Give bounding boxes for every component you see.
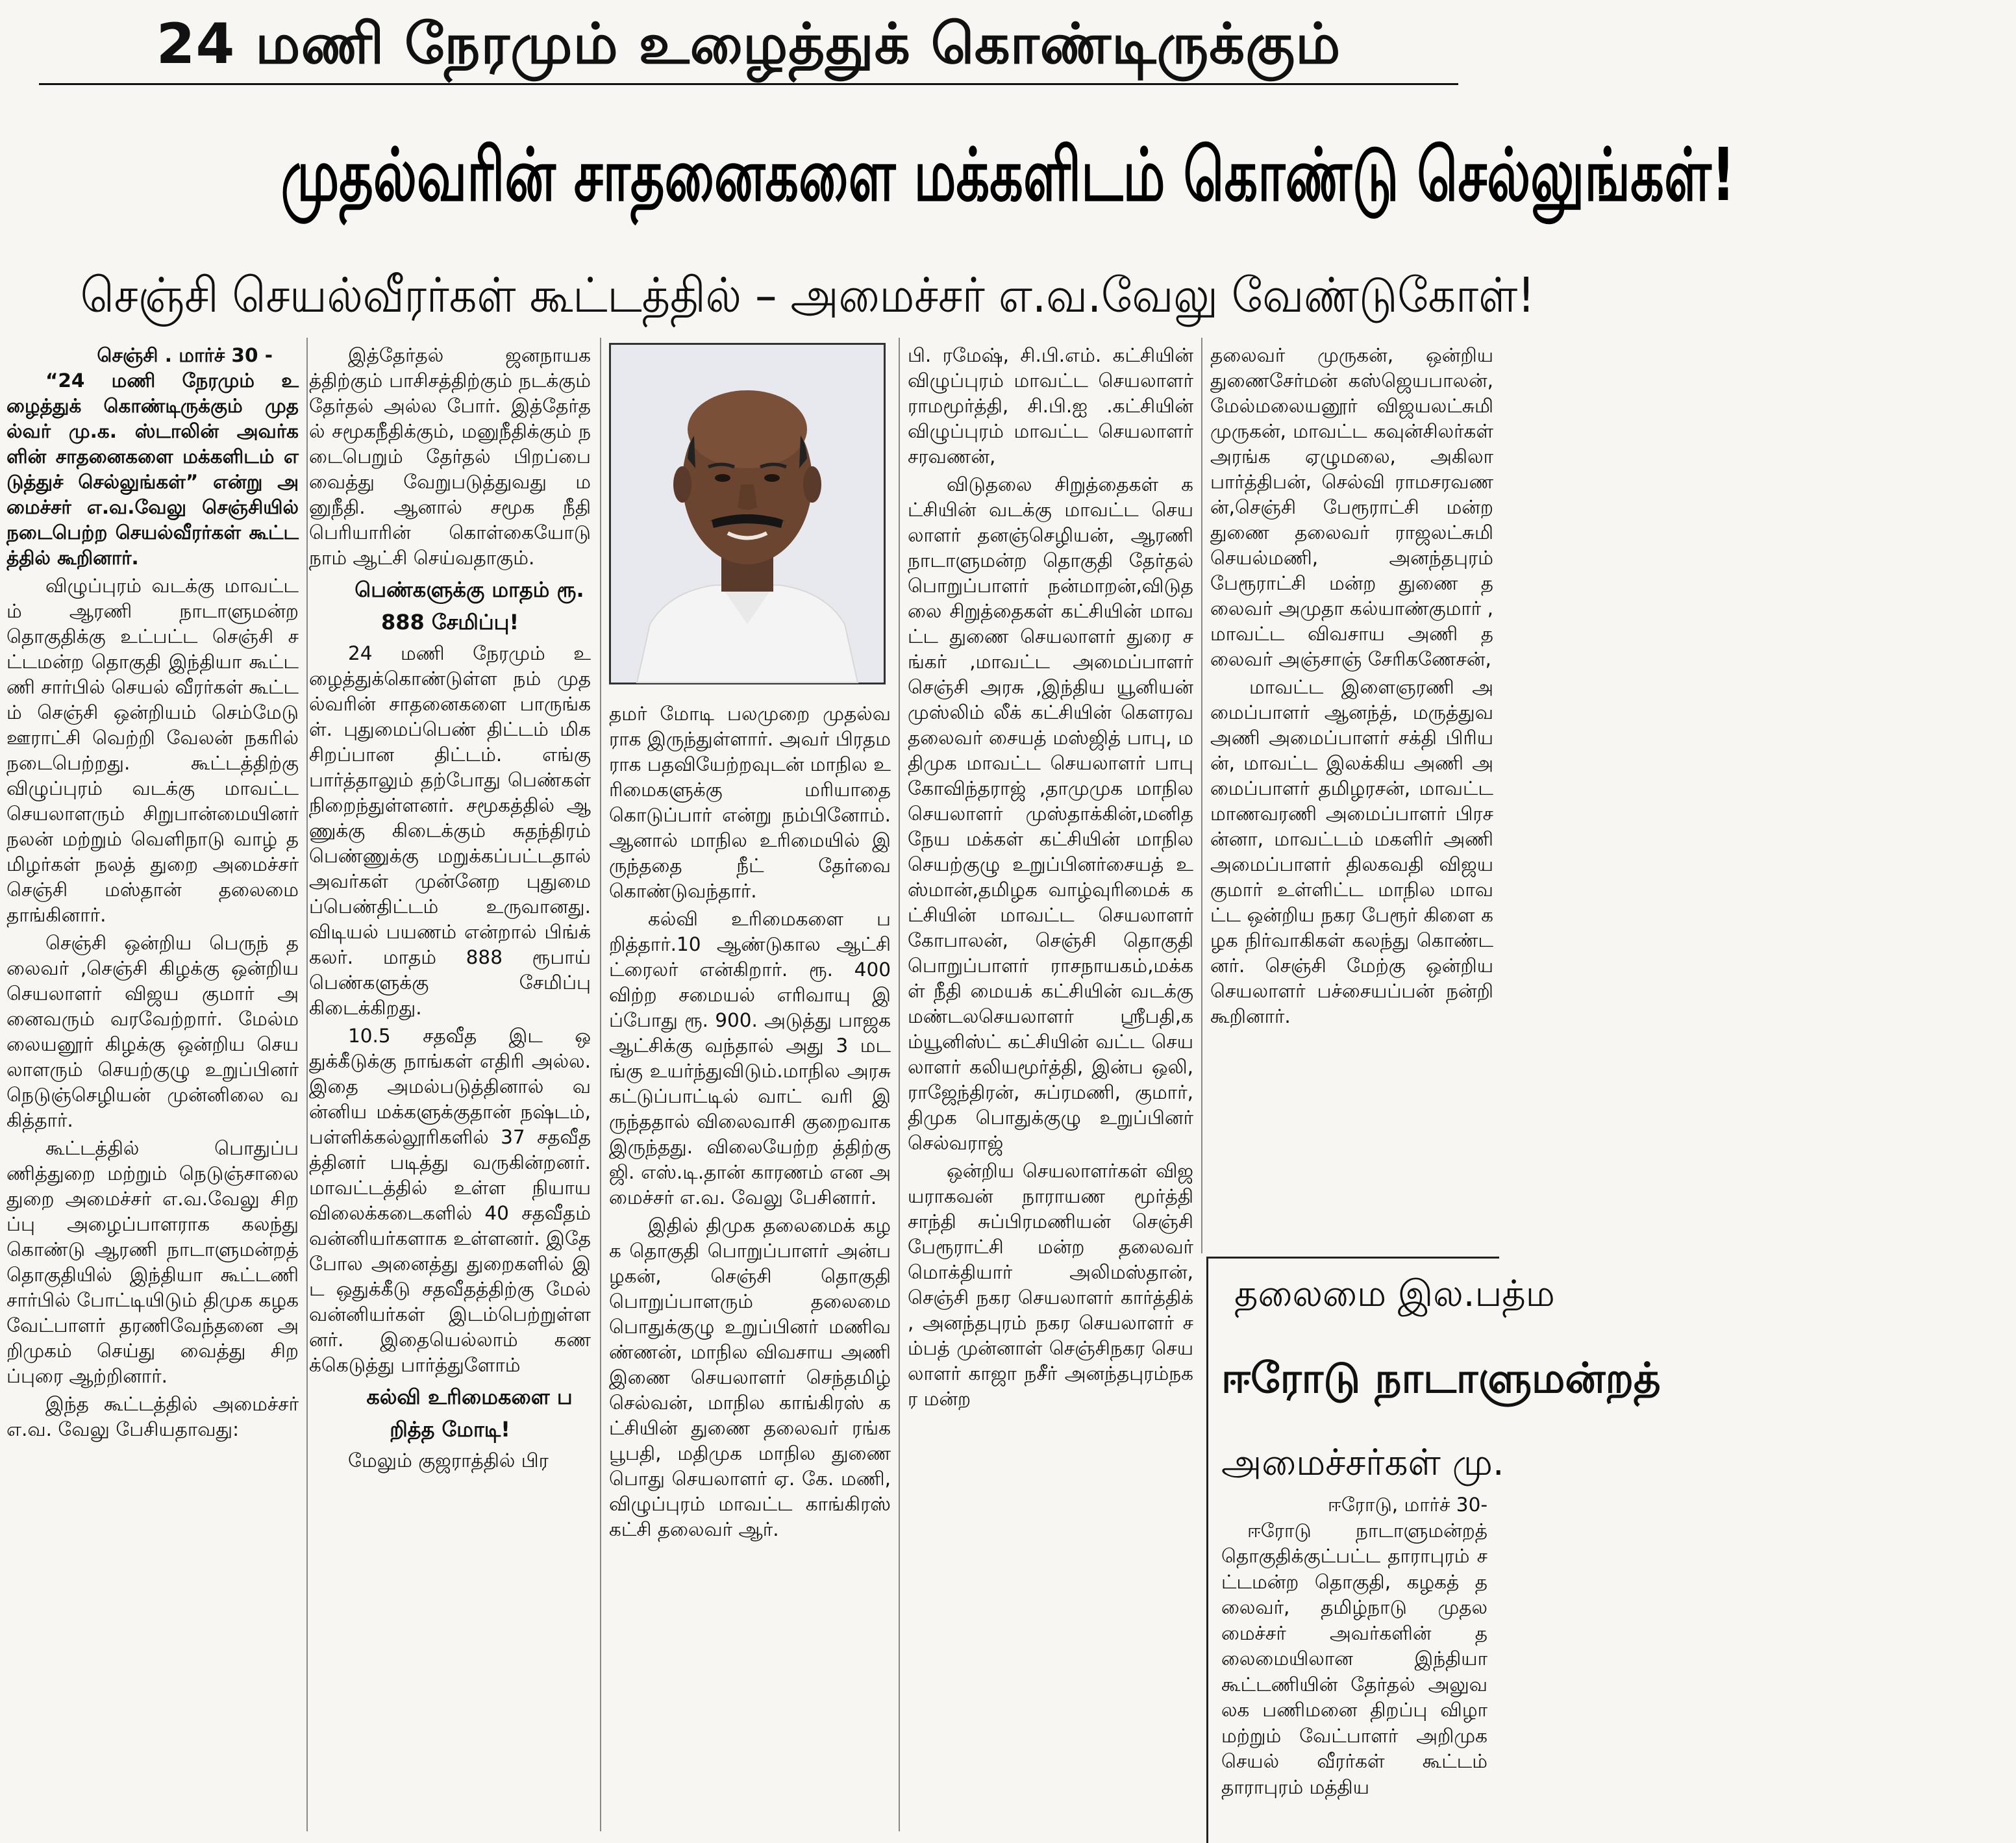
article-paragraph: செஞ்சி ஒன்றிய பெருந் தலைவர் ,செஞ்சி கிழக்கு ஒன்றிய செயலாளர் விஜய குமார் அனைவரும் வரவேற்றார். மேல்மலையனூர் கிழக்கு ஒன்றிய செயலாளரும் செயற்குழு உறுப்பினர் நெடுஞ்செழியன் முன்னிலை வகித்தார். xyxy=(6,932,299,1131)
article-paragraph: ஈரோடு நாடாளுமன்றத் தொகுதிக்குட்பட்ட தாராபுரம் சட்டமன்ற தொகுதி, கழகத் தலைவர், தமிழ்நாடு முதலமைச்சர் அவர்களின் தலைமையிலான இந்தியா கூட்டணியின் தேர்தல் அலுவலக பணிமனை திறப்பு விழா மற்றும் வேட்பாளர் அறிமுக செயல் வீரர்கள் கூட்டம் தாராபுரம் மத்திய xyxy=(1221,1519,1487,1798)
article-dateline: செஞ்சி . மார்ச் 30 - xyxy=(97,344,273,366)
article-paragraph: இத்தேர்தல் ஜனநாயகத்திற்கும் பாசிசத்திற்கும் நடக்கும் தேர்தல் அல்ல போர். இத்தேர்தல் சமூகநீதிக்கும், மனுநீதிக்கும் நடைபெறும் தேர்தல் பிறப்பை வைத்து வேறுபடுத்துவது மனுநீதி. ஆனால் சமூக நீதி பெரியாரின் கொள்கையோடு நாம் ஆட்சி செய்வதாகும். xyxy=(309,344,591,569)
section-subheading: பெண்களுக்கு மாதம் ரூ.888 சேமிப்பு! xyxy=(355,577,584,634)
article-paragraph: மேலும் குஜராத்தில் பிர xyxy=(348,1449,549,1472)
sub-headline: செஞ்சி செயல்வீரர்கள் கூட்டத்தில் – அமைச்சர் எ.வ.வேலு வேண்டுகோள்! xyxy=(80,268,1535,323)
article-paragraph: 24 மணி நேரமும் உழைத்துக்கொண்டுள்ள நம் முதல்வரின் சாதனைகளை பாருங்கள். புதுமைப்பெண் திட்டம் மிக சிறப்பான திட்டம். எங்கு பார்த்தாலும் தற்போது பெண்கள் நிறைந்துள்ளனர். சமூகத்தில் ஆணுக்கு கிடைக்கும் சுதந்திரம் பெண்ணுக்கு மறுக்கப்பட்டதால் அவர்கள் முன்னேற புதுமை ப்பெண்திட்டம் உருவானது. விடியல் பயணம் என்றால் பிங்க் கலர். மாதம் 888 ரூபாய் பெண்களுக்கு சேமிப்பு கிடைக்கிறது. xyxy=(309,642,591,1019)
next-article-subhead: அமைச்சர்கள் மு. xyxy=(1221,1442,1504,1484)
portrait-image xyxy=(611,345,884,683)
article-column-3 xyxy=(609,701,891,1831)
article-column-5 xyxy=(1210,343,1493,1252)
article-column-1 xyxy=(6,343,299,1830)
minister-photo xyxy=(609,343,886,684)
article-paragraph: பி. ரமேஷ், சி.பி.எம். கட்சியின் விழுப்புரம் மாவட்ட செயலாளர் ராமமூர்த்தி, சி.பி.ஐ .கட்சியின் விழுப்புரம் மாவட்ட செயலாளர் சரவணன், xyxy=(908,344,1193,468)
article-paragraph: தமர் மோடி பலமுறை முதல்வராக இருந்துள்ளார். அவர் பிரதமராக பதவியேற்றவுடன் மாநில உரிமைகளுக்கு மரியாதை கொடுப்பார் என்று நம்பினோம். ஆனால் மாநில உரிமையில் இருந்ததை நீட் தேர்வை கொண்டுவந்தார். xyxy=(609,703,891,902)
next-article-kicker: தலைமை இல.பத்ம xyxy=(1234,1273,1555,1315)
next-article-dateline: ஈரோடு, மார்ச் 30- xyxy=(1328,1494,1487,1516)
next-article-box xyxy=(1206,1257,1661,1843)
column-divider xyxy=(600,338,601,1831)
next-article-body xyxy=(1221,1492,1487,1803)
article-paragraph: ஒன்றிய செயலாளர்கள் விஜயராகவன் நாராயண மூர்த்தி சாந்தி சுப்பிரமணியன் செஞ்சி பேரூராட்சி மன்ற தலைவர் மொக்தியார் அலிமஸ்தான், செஞ்சி நகர செயலாளர் கார்த்திக் , அனந்தபுரம் நகர செயலாளர் சம்பத் முன்னாள் செஞ்சிநகர செயலாளர் காஜா நசீர் அனந்தபுரம்நகர மன்ற xyxy=(908,1160,1193,1410)
column-divider xyxy=(899,338,900,1831)
article-paragraph: விடுதலை சிறுத்தைகள் கட்சியின் வடக்கு மாவட்ட செயலாளர் தனஞ்செழியன், ஆரணி நாடாளுமன்ற தொகுதி தேர்தல் பொறுப்பாளர் நன்மாறன்,விடுதலை சிறுத்தைகள் கட்சியின் மாவட்ட துணை செயலாளர் துரை சங்கர் ,மாவட்ட அமைப்பாளர் செஞ்சி அரசு ,இந்திய யூனியன் முஸ்லிம் லீக் கட்சியின் கௌரவ தலைவர் சையத் மஸ்ஜித் பாபு, மதிமுக மாவட்ட செயலாளர் பாபு கோவிந்தராஜ் ,தாமுமுக மாநில செயலாளர் முஸ்தாக்கின்,மனிதநேய மக்கள் கட்சியின் மாநில செயற்குழு உறுப்பினர்சையத் உஸ்மான்,தமிழக வாழ்வுரிமைக் கட்சியின் மாவட்ட செயலாளர் கோபாலன், செஞ்சி தொகுதி பொறுப்பாளர் ராசநாயகம்,மக்கள் நீதி மையக் கட்சியின் வடக்கு மண்டலசெயலாளர் ஸ்ரீபதி,கம்யூனிஸ்ட் கட்சியின் வட்ட செயலாளர் கலியமூர்த்தி, இன்ப ஒலி, ராஜேந்திரன், சுப்ரமணி, குமார், திமுக பொதுக்குழு உறுப்பினர் செல்வராஜ் xyxy=(908,473,1193,1154)
article-paragraph: விழுப்புரம் வடக்கு மாவட்டம் ஆரணி நாடாளுமன்ற தொகுதிக்கு உட்பட்ட செஞ்சி சட்டமன்ற தொகுதி இந்தியா கூட்டணி சார்பில் செயல் வீரர்கள் கூட்டம் செஞ்சி ஒன்றியம் செம்மேடு ஊராட்சி வெற்றி வேலன் நகரில் நடைபெற்றது. கூட்டத்திற்கு விழுப்புரம் வடக்கு மாவட்ட செயலாளரும் சிறுபான்மையினர் நலன் மற்றும் வெளிநாடு வாழ் தமிழர்கள் நலத் துறை அமைச்சர் செஞ்சி மஸ்தான் தலைமை தாங்கினார். xyxy=(6,575,299,926)
article-lead: “24 மணி நேரமும் உழைத்துக் கொண்டிருக்கும் முதல்வர் மு.க. ஸ்டாலின் அவர்களின் சாதனைகளை மக்களிடம் எடுத்துச் செல்லுங்கள்” என்று அமைச்சர் எ.வ.வேலு செஞ்சியில் நடைபெற்ற செயல்வீரர்கள் கூட்டத்தில் கூறினார். xyxy=(6,370,299,569)
article-column-4 xyxy=(908,343,1193,1830)
article-paragraph: கூட்டத்தில் பொதுப்பணித்துறை மற்றும் நெடுஞ்சாலை துறை அமைச்சர் எ.வ.வேலு சிறப்பு அழைப்பாளராக கலந்து கொண்டு ஆரணி நாடாளுமன்றத் தொகுதியில் இந்தியா கூட்டணி சார்பில் போட்டியிடும் திமுக கழக வேட்பாளர் தரணிவேந்தனை அறிமுகம் செய்து வைத்து சிறப்புரை ஆற்றினார். xyxy=(6,1137,299,1387)
article-paragraph: 10.5 சதவீத இட ஒதுக்கீடுக்கு நாங்கள் எதிரி அல்ல. இதை அமல்படுத்தினால் வன்னிய மக்களுக்குதான் நஷ்டம், பள்ளிக்கல்லூரிகளில் 37 சதவீதத்தினர் படித்து வருகின்றனர். மாவட்டத்தில் உள்ள நியாய விலைக்கடைகளில் 40 சதவீதம் வன்னியர்களாக உள்ளனர். இதே போல அனைத்து துறைகளில் இட ஒதுக்கீடு சதவீதத்திற்கு மேல் வன்னியர்கள் இடம்பெற்றுள்ளனர். இதையெல்லாம் கணக்கெடுத்து பார்த்துளோம் xyxy=(309,1025,591,1376)
article-paragraph: கல்வி உரிமைகளை பறித்தார்.10 ஆண்டுகால ஆட்சி ட்ரைலர் என்கிறார். ரூ. 400 விற்ற சமையல் எரிவாயு இப்போது ரூ. 900. அடுத்து பாஜக ஆட்சிக்கு வந்தால் அது 3 மடங்கு உயர்ந்துவிடும்.மாநில அரசு கட்டுப்பாட்டில் வாட் வரி இருந்ததால் விலைவாசி குறைவாக இருந்தது. விலையேற்ற த்திற்கு ஜி. எஸ்.டி.தான் காரணம் என அமைச்சர் எ.வ. வேலு பேசினார். xyxy=(609,908,891,1209)
column-divider xyxy=(1201,338,1202,1253)
article-paragraph: தலைவர் முருகன், ஒன்றிய துணைசேர்மன் கஸ்ஜெயபாலன், மேல்மலையனூர் விஜயலட்சுமி முருகன், மாவட்ட கவுன்சிலர்கள் அரங்க ஏழுமலை, அகிலா பார்த்திபன், செல்வி ராமசரவணன்,செஞ்சி பேரூராட்சி மன்ற துணை தலைவர் ராஜலட்சுமி செயல்மணி, அனந்தபுரம் பேரூராட்சி மன்ற துணை தலைவர் அமுதா கல்யாண்குமார் ,மாவட்ட விவசாய அணி தலைவர் அஞ்சாஞ் சேரிகணேசன், xyxy=(1210,344,1493,670)
headline-kicker: 24 மணி நேரமும் உழைத்துக் கொண்டிருக்கும் xyxy=(156,12,1341,77)
next-article-headline: ஈரோடு நாடாளுமன்றத் xyxy=(1221,1355,1661,1403)
kicker-divider xyxy=(39,83,1458,85)
article-paragraph: இந்த கூட்டத்தில் அமைச்சர் எ.வ. வேலு பேசியதாவது: xyxy=(6,1393,299,1440)
column-divider xyxy=(306,338,308,1831)
article-column-2 xyxy=(309,343,591,1830)
main-headline: முதல்வரின் சாதனைகளை மக்களிடம் கொண்டு செல்லுங்கள்! xyxy=(280,133,1736,218)
article-paragraph: இதில் திமுக தலைமைக் கழக தொகுதி பொறுப்பாளர் அன்பழகன், செஞ்சி தொகுதி பொறுப்பாளரும் தலைமை பொதுக்குழு உறுப்பினர் மணிவண்ணன், மாநில விவசாய அணி இணை செயலாளர் செந்தமிழ் செல்வன், மாநில காங்கிரஸ் கட்சியின் துணை தலைவர் ரங்க பூபதி, மதிமுக மாநில துணை பொது செயலாளர் ஏ. கே. மணி, விழுப்புரம் மாவட்ட காங்கிரஸ் கட்சி தலைவர் ஆர். xyxy=(609,1214,891,1540)
article-paragraph: மாவட்ட இளைஞரணி அமைப்பாளர் ஆனந்த், மருத்துவ அணி அமைப்பாளர் சக்தி பிரியன், மாவட்ட இலக்கிய அணி அமைப்பாளர் தமிழரசன், மாவட்ட மாணவரணி அமைப்பாளர் பிரசன்னா, மாவட்டம் மகளிர் அணி அமைப்பாளர் திலகவதி விஜயகுமார் உள்ளிட்ட மாநில மாவட்ட ஒன்றிய நகர பேரூர் கிளை கழக நிர்வாகிகள் கலந்து கொண்டனர். செஞ்சி மேற்கு ஒன்றிய செயலாளர் பச்சையப்பன் நன்றி கூறினார். xyxy=(1210,676,1493,1027)
section-subheading: கல்வி உரிமைகளை பறித்த மோடி! xyxy=(366,1385,573,1442)
